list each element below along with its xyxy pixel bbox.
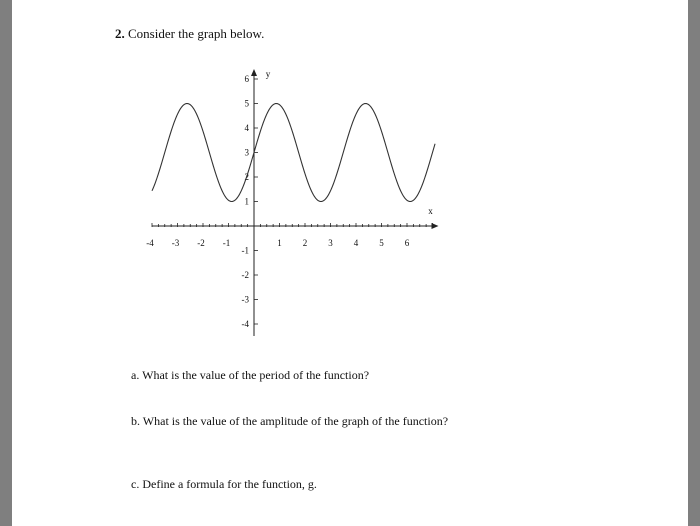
question-b-letter: b.	[131, 414, 140, 428]
x-tick-label: 4	[353, 238, 359, 248]
x-tick-label: -1	[222, 238, 231, 248]
y-tick-label: -4	[241, 319, 249, 329]
y-tick-label: 6	[244, 74, 249, 84]
question-a-letter: a.	[131, 368, 140, 382]
y-tick-label: 5	[244, 98, 249, 109]
question-a	[131, 368, 369, 383]
series-line-0	[152, 104, 435, 202]
x-tick-label: 2	[302, 238, 308, 248]
question-a-text: What is the value of the period of the function?	[142, 368, 370, 382]
question-b-text: What is the value of the amplitude of the graph of the function?	[142, 414, 449, 428]
y-axis-arrow	[251, 69, 257, 76]
x-tick-label: 5	[379, 238, 384, 248]
x-tick-label: 6	[404, 238, 410, 248]
y-tick-label: -2	[241, 270, 249, 280]
y-tick-label: 4	[244, 123, 249, 133]
x-tick-label: -3	[171, 238, 180, 248]
problem-number: 2.	[115, 26, 125, 41]
x-tick-label: 1	[277, 238, 282, 248]
worksheet-page	[12, 0, 688, 526]
question-c-text: Define a formula for the function, g.	[142, 477, 317, 491]
y-tick-label: -1	[241, 245, 249, 256]
x-axis-label: x	[428, 206, 433, 216]
y-tick-label: -3	[241, 294, 249, 305]
y-tick-label: 1	[244, 196, 249, 207]
question-c	[131, 477, 317, 492]
question-b	[131, 414, 448, 429]
y-tick-label: 2	[244, 172, 249, 182]
y-tick-label: 3	[244, 147, 249, 158]
x-tick-label: -2	[197, 238, 205, 248]
x-tick-label: -4	[146, 238, 154, 248]
question-c-letter: c.	[131, 477, 140, 491]
x-tick-label: 3	[328, 238, 333, 248]
y-axis-label: y	[265, 69, 271, 79]
sine-graph	[12, 0, 688, 360]
problem-prompt: Consider the graph below.	[128, 26, 265, 41]
